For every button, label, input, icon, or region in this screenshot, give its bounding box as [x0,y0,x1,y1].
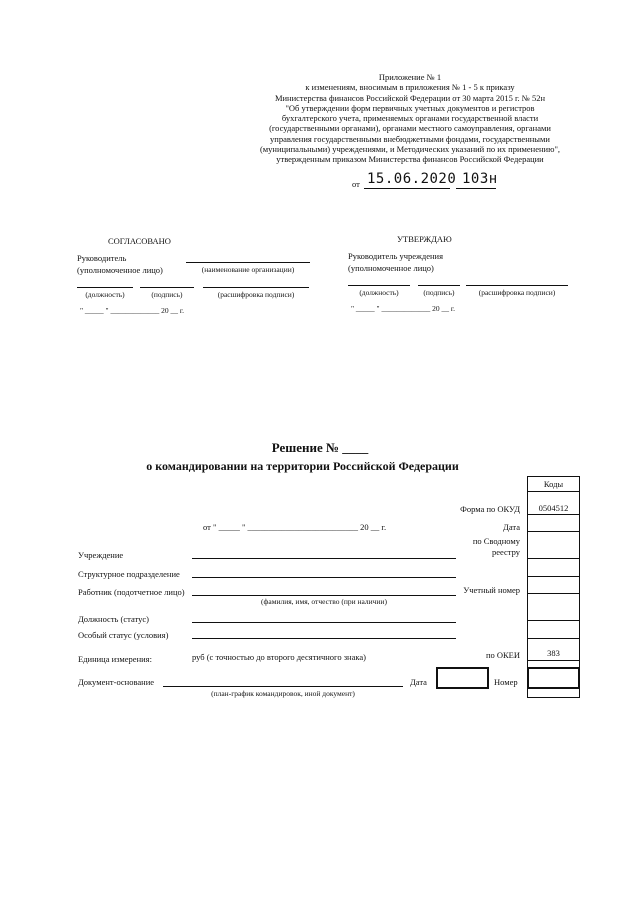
order-number-line [456,188,496,189]
appendix-line: бухгалтерского учета, применяемых органами государственной власти [281,113,539,124]
consolidated-label: по Сводному реестру [472,536,520,557]
agreed-role: Руководитель [77,253,127,263]
approve-signature-line [418,285,460,286]
date-label: Дата [503,522,520,532]
appendix-header [230,72,590,165]
appendix-line: управления государственными внебюджетными фондами, государственными [270,133,550,144]
appendix-line: утвержденным приказом Министерства финансов Российской Федерации [276,154,544,165]
division-field[interactable] [192,577,456,578]
unit-label: Единица измерения: [78,654,152,664]
appendix-line: "Об утверждении форм первичных учетных документов и регистров [285,102,535,113]
appendix-line: (муниципальными) учреждениями, и Методических указаний по их применению", [259,144,561,155]
approve-date-line: " _____ " _____________ 20 __ г. [351,304,455,313]
agreed-role-note: (уполномоченное лицо) [77,265,163,275]
order-prefix: от [352,179,360,189]
agreed-org-line [186,262,310,263]
basis-date-box[interactable] [436,667,489,689]
appendix-line: Приложение № 1 [378,72,442,82]
division-label: Структурное подразделение [78,569,180,579]
form-date-line: от " _____ " __________________________ 20 __ г. [203,522,387,532]
codes-header-cell [527,476,580,492]
account-number-label: Учетный номер [463,585,520,595]
approve-position-caption: (должность) [359,288,399,297]
approve-title: УТВЕРЖДАЮ [397,234,452,244]
approve-position-line [348,285,410,286]
institution-label: Учреждение [78,550,124,560]
approve-decode-line [466,285,568,286]
agreed-decode-line [203,287,309,288]
basis-number-box[interactable] [527,667,580,689]
appendix-line: Министерства финансов Российской Федерации от 30 марта 2015 г. № 52н [274,92,546,103]
codes-row-line [527,514,580,515]
agreed-date-line: " _____ " _____________ 20 __ г. [80,306,184,315]
okei-code: 383 [547,648,560,658]
codes-row-line [527,660,580,661]
institution-field[interactable] [192,558,456,559]
order-date: 15.06.2020 [367,171,457,187]
special-status-field[interactable] [192,638,456,639]
basis-date-label: Дата [410,677,427,687]
okud-code: 0504512 [538,503,569,513]
position-label: Должность (статус) [78,614,149,624]
order-date-line [364,188,450,189]
position-field[interactable] [192,622,456,623]
agreed-signature-caption: (подпись) [151,290,183,299]
codes-row-line [527,576,580,577]
order-number: 103н [462,171,498,187]
special-status-label: Особый статус (условия) [78,630,169,640]
basis-label: Документ-основание [78,677,155,687]
okei-label: по ОКЕИ [485,650,520,660]
appendix-line: к изменениям, вносимым в приложения № 1 - 5 к приказу [305,82,515,93]
approve-decode-caption: (расшифровка подписи) [478,288,556,297]
agreed-position-caption: (должность) [85,290,125,299]
agreed-decode-caption: (расшифровка подписи) [217,290,295,299]
okud-label: Форма по ОКУД [460,504,520,514]
agreed-org-caption: (наименование организации) [201,265,295,274]
codes-header: Коды [543,479,564,489]
decision-title: Решение № ____ [271,440,369,455]
codes-row-line [527,531,580,532]
employee-label: Работник (подотчетное лицо) [78,587,185,597]
codes-row-line [527,638,580,639]
appendix-line: (государственными органами), органами местного самоуправления, органами [269,123,551,134]
agreed-title: СОГЛАСОВАНО [108,236,171,246]
codes-row-line [527,558,580,559]
agreed-signature-line [140,287,194,288]
basis-caption: (план-график командировок, иной документ) [211,689,355,698]
basis-field[interactable] [163,686,403,687]
unit-value: руб (с точностью до второго десятичного знака) [192,652,366,662]
approve-role-note: (уполномоченное лицо) [348,263,434,273]
approve-role: Руководитель учреждения [348,251,444,261]
agreed-position-line [77,287,133,288]
basis-number-label: Номер [494,677,518,687]
approve-signature-caption: (подпись) [423,288,455,297]
codes-row-line [527,620,580,621]
codes-row-line [527,593,580,594]
decision-subtitle: о командировании на территории Российской Федерации [146,459,459,473]
employee-field[interactable] [192,595,456,596]
fio-caption: (фамилия, имя, отчество (при наличии) [261,597,387,606]
